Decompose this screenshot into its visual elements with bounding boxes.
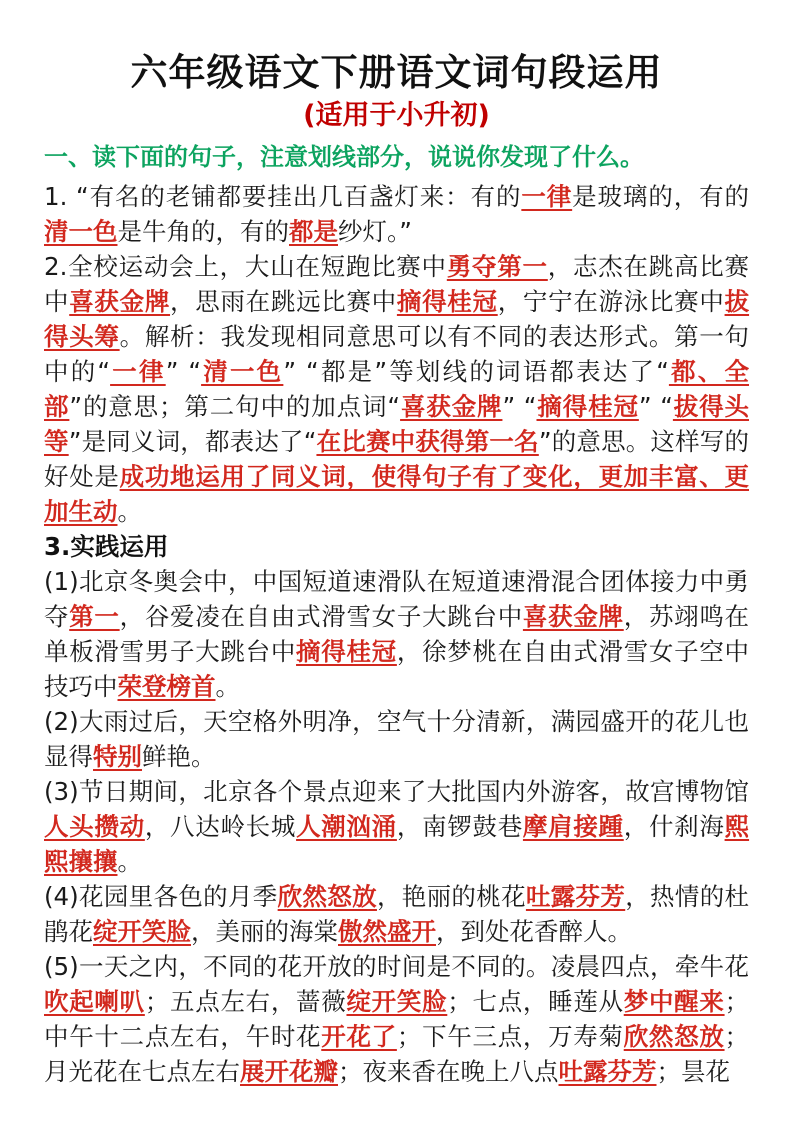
section-one-heading: 一、读下面的句子，注意划线部分，说说你发现了什么。 <box>44 142 644 171</box>
emphasis-phrase: 都是 <box>289 216 338 246</box>
emphasis-phrase: 摩肩接踵 <box>522 811 624 841</box>
text-run: (5)一天之内，不同的花开放的时间是不同的。凌晨四点，牵牛花 <box>44 951 749 981</box>
text-run: ”的意思；第二句中的加点词“ <box>69 391 401 421</box>
text-run: 。 <box>117 846 142 876</box>
text-run: 是牛角的，有的 <box>117 216 289 246</box>
text-run: 。 <box>117 496 142 526</box>
emphasis-phrase: 人头攒动 <box>44 811 145 841</box>
emphasis-phrase: 摘得桂冠 <box>296 636 397 666</box>
text-run: 纱灯。” <box>338 216 412 246</box>
emphasis-phrase: 清一色 <box>201 356 284 386</box>
emphasis-phrase: 喜获金牌 <box>522 601 624 631</box>
emphasis-phrase: 傲然盛开 <box>338 916 436 946</box>
emphasis-phrase: 摘得桂冠 <box>396 286 498 316</box>
emphasis-phrase: 人潮汹涌 <box>296 811 397 841</box>
text-run: ，宁宁在游泳比赛中 <box>497 286 725 316</box>
text-run: ；中午十二点左右，午时花 <box>44 986 750 1051</box>
text-run: ，谷爱凌在自由式滑雪女子大跳台中 <box>119 601 523 631</box>
text-run: ” “ <box>638 391 673 421</box>
emphasis-phrase: 拔得头等 <box>44 391 750 456</box>
page-subtitle: (适用于小升初) <box>303 100 490 132</box>
emphasis-phrase: 吹起喇叭 <box>44 986 145 1016</box>
text-run: 1. “有名的老铺都要挂出几百盏灯来：有的 <box>44 181 522 211</box>
text-run: ；夜来香在晚上八点 <box>338 1056 559 1086</box>
text-run: ，美丽的海棠 <box>191 916 338 946</box>
text-run: ；昙花 <box>656 1056 730 1086</box>
emphasis-phrase: 清一色 <box>44 216 118 246</box>
emphasis-phrase: 吐露芬芳 <box>558 1056 657 1086</box>
paragraph <box>44 774 749 879</box>
text-run: ，思雨在跳远比赛中 <box>170 286 397 316</box>
text-run: (1)北京冬奥会中，中国短道速滑队在短道速滑混合团体接力中勇夺 <box>44 566 749 631</box>
text-run: 鲜艳。 <box>142 741 216 771</box>
page-title: 六年级语文下册语文词句段运用 <box>130 51 663 94</box>
emphasis-phrase: 喜获金牌 <box>69 286 171 316</box>
emphasis-phrase: 荣登榜首 <box>117 671 216 701</box>
text-run: (3)节日期间，北京各个景点迎来了大批国内外游客，故宫博物馆 <box>44 776 749 806</box>
text-run: ”是同义词，都表达了“ <box>68 426 317 456</box>
emphasis-phrase: 特别 <box>93 741 142 771</box>
text-run: ，艳丽的桃花 <box>376 881 526 911</box>
text-run: (4)花园里各色的月季 <box>44 881 278 911</box>
text-run: ；五点左右，蔷薇 <box>144 986 347 1016</box>
text-run: ，到处花香醉人。 <box>436 916 632 946</box>
text-run: ” “ <box>165 356 202 386</box>
text-run: 。 <box>215 671 240 701</box>
emphasis-phrase: 都、全部 <box>44 356 750 421</box>
emphasis-phrase: 欣然怒放 <box>623 1021 725 1051</box>
emphasis-phrase: 开花了 <box>321 1021 397 1051</box>
paragraph <box>44 529 749 564</box>
paragraph <box>44 564 749 704</box>
emphasis-phrase: 吐露芬芳 <box>525 881 626 911</box>
text-run: ，南锣鼓巷 <box>396 811 523 841</box>
text-run: ，志杰在跳高比赛中 <box>44 251 750 316</box>
text-run: 是玻璃的，有的 <box>572 181 750 211</box>
paragraph <box>44 179 749 249</box>
emphasis-phrase: 一律 <box>521 181 573 211</box>
text-run: ，徐梦桃在自由式滑雪女子空中技巧中 <box>44 636 750 701</box>
text-run: ，苏翊鸣在单板滑雪男子大跳台中 <box>44 601 750 666</box>
text-run: ；七点，睡莲从 <box>447 986 624 1016</box>
paragraph <box>44 949 749 1089</box>
emphasis-phrase: 摘得桂冠 <box>536 391 639 421</box>
emphasis-phrase: 第一 <box>69 601 120 631</box>
emphasis-phrase: 成功地运用了同义词，使得句子有了变化，更加丰富、更加生动 <box>44 461 750 526</box>
emphasis-phrase: 梦中醒来 <box>623 986 725 1016</box>
text-run: ，热情的杜鹃花 <box>44 881 750 946</box>
document-body <box>44 179 749 1089</box>
text-run: ；月光花在七点左右 <box>44 1021 750 1086</box>
emphasis-phrase: 绽开笑脸 <box>93 916 191 946</box>
text-run: ” “ <box>502 391 537 421</box>
emphasis-phrase: 拔得头筹 <box>44 286 750 351</box>
text-run: ”的意思。这样写的好处是 <box>44 426 749 491</box>
emphasis-phrase: 一律 <box>110 356 166 386</box>
text-run: ，什刹海 <box>623 811 725 841</box>
emphasis-phrase: 在比赛中获得第一名 <box>316 426 539 456</box>
text-run: ，八达岭长城 <box>144 811 297 841</box>
paragraph <box>44 249 749 529</box>
paragraph <box>44 879 749 949</box>
text-run: 。解析：我发现相同意思可以有不同的表达形式。第一句中的“ <box>44 321 750 386</box>
emphasis-phrase: 欣然怒放 <box>277 881 377 911</box>
text-run: ；下午三点，万寿菊 <box>396 1021 624 1051</box>
emphasis-phrase: 勇夺第一 <box>446 251 548 281</box>
emphasis-phrase: 绽开笑脸 <box>346 986 448 1016</box>
text-run: 2.全校运动会上，大山在短跑比赛中 <box>44 251 447 281</box>
emphasis-phrase: 熙熙攘攘 <box>44 811 750 876</box>
emphasis-phrase: 展开花瓣 <box>240 1056 338 1086</box>
text-run: ” “都是”等划线的词语都表达了“ <box>283 356 669 386</box>
subheading-text: 3.实践运用 <box>44 531 169 561</box>
text-run: (2)大雨过后，天空格外明净，空气十分清新，满园盛开的花儿也显得 <box>44 706 749 771</box>
emphasis-phrase: 喜获金牌 <box>400 391 503 421</box>
paragraph <box>44 704 749 774</box>
